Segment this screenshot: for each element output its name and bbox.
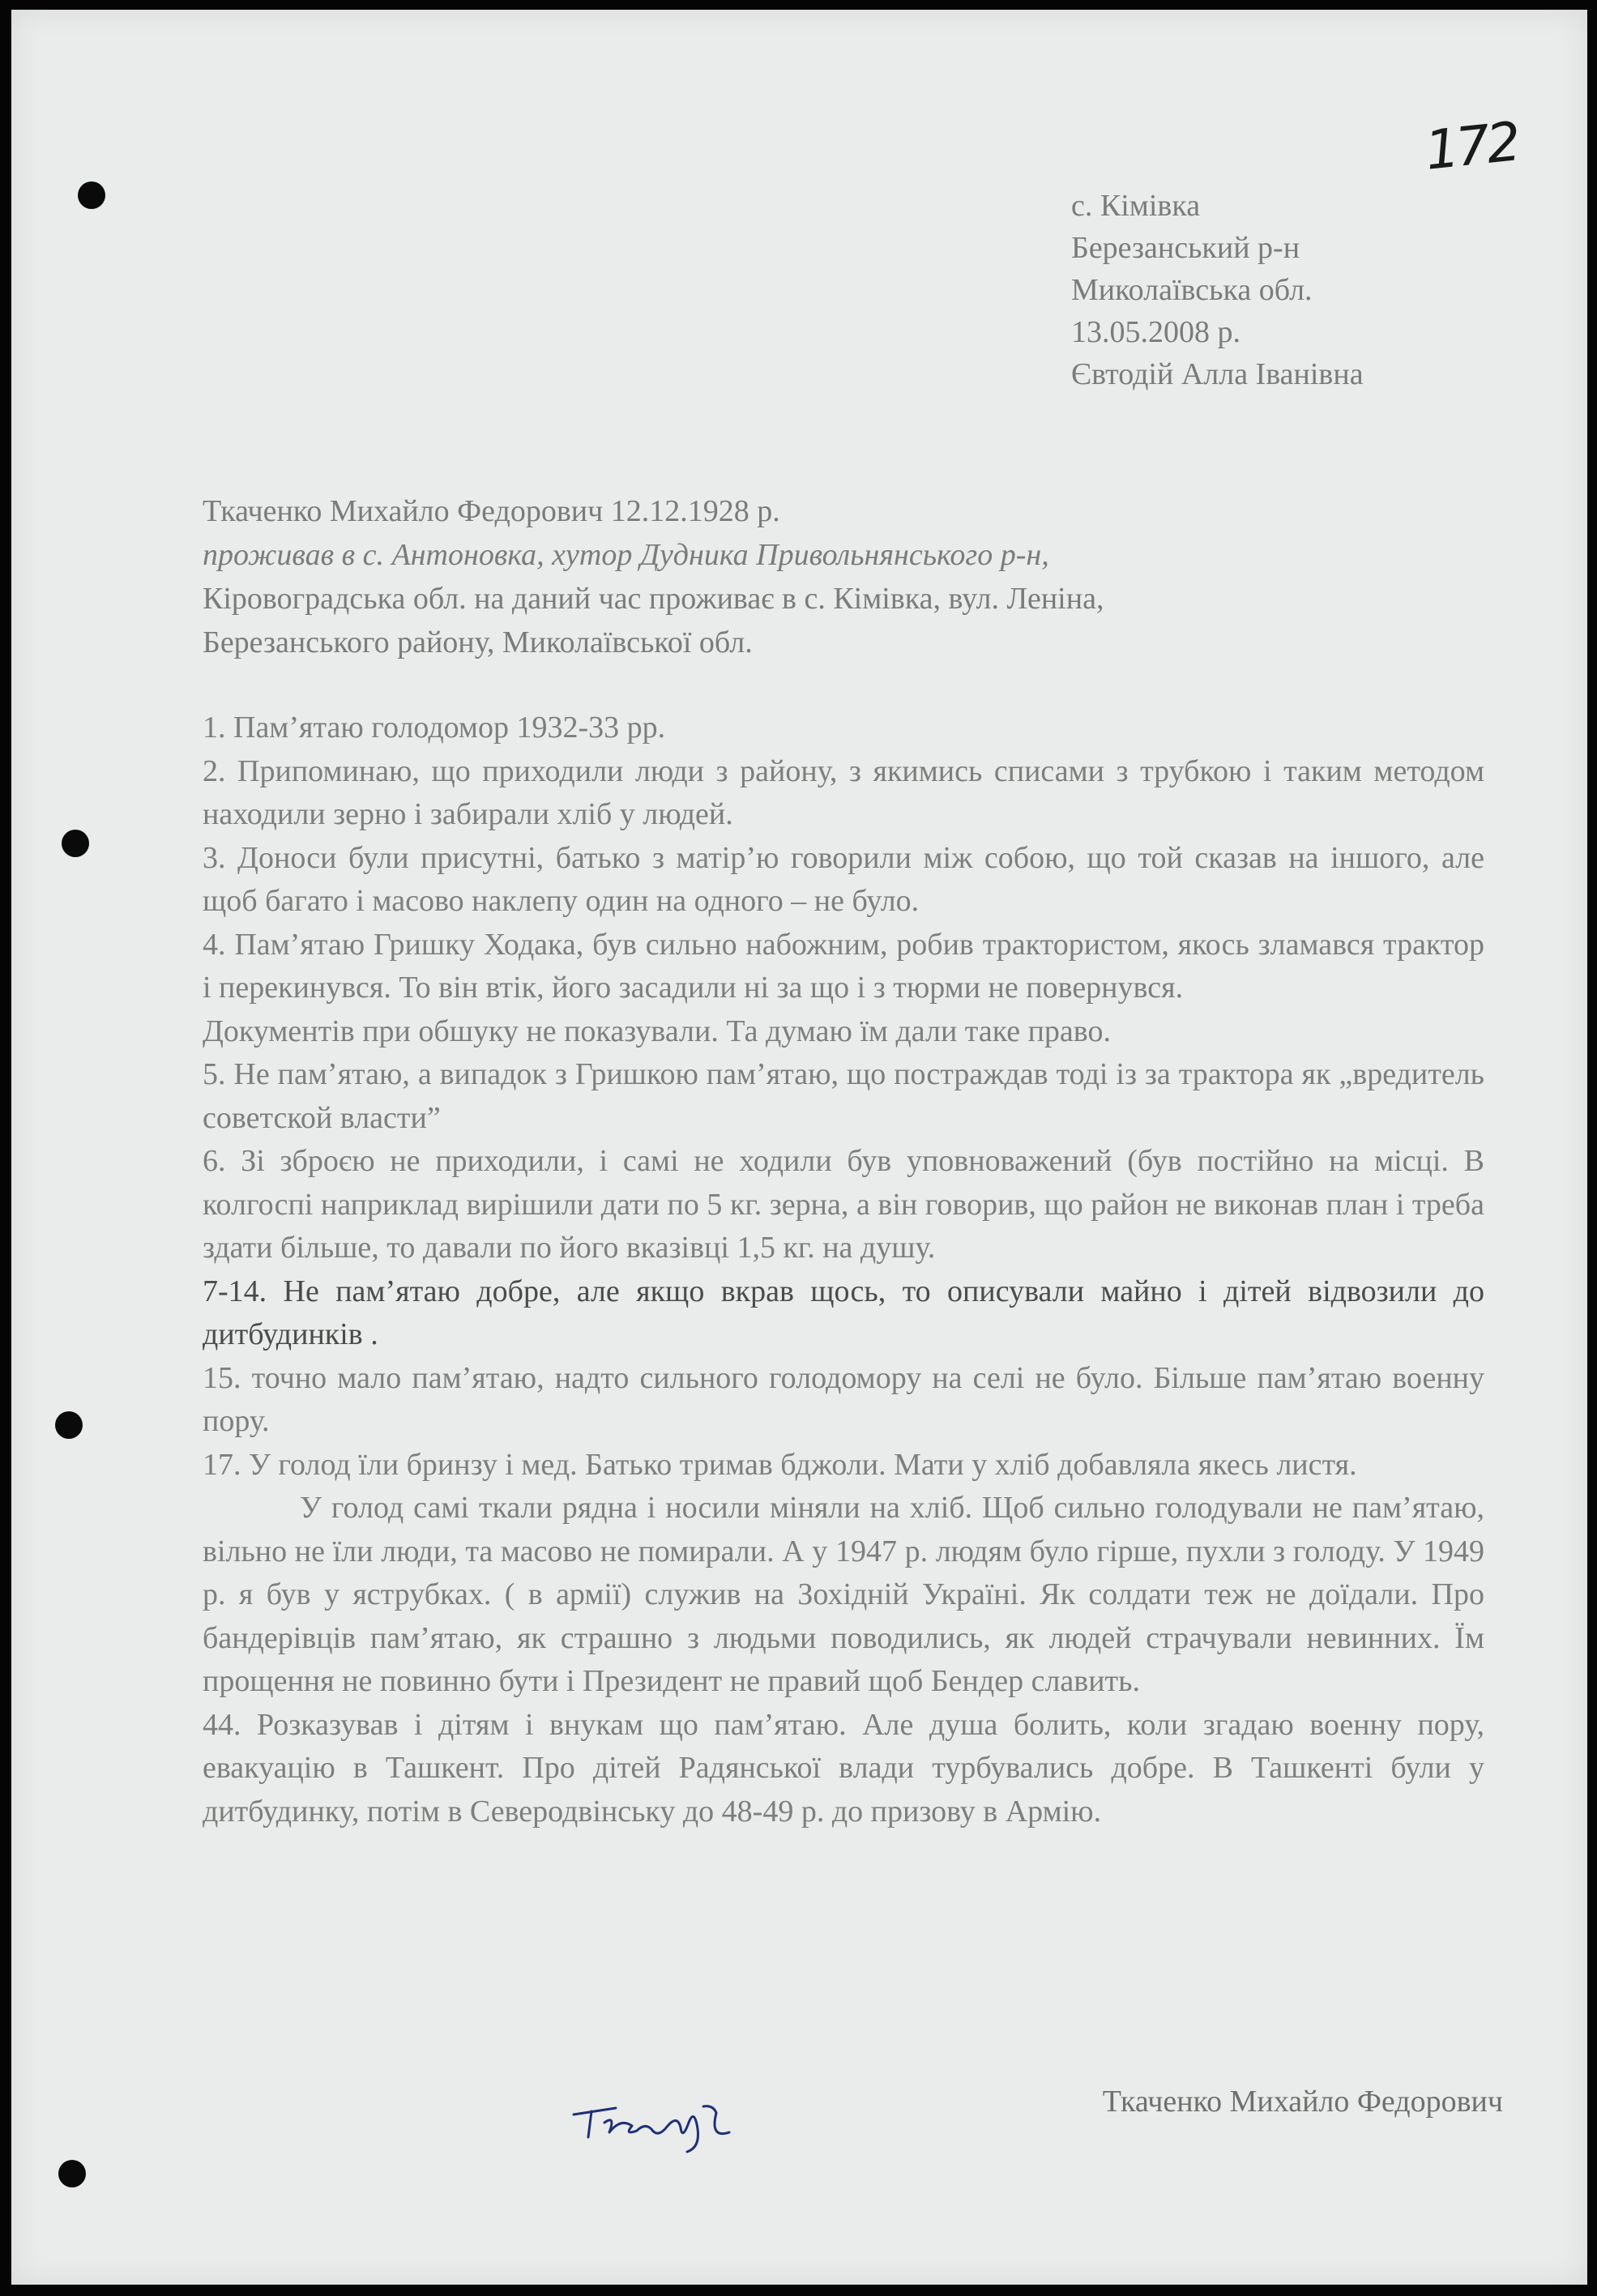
answer-paragraph: 15. точно мало пам’ятаю, надто сильного голодомору на селі не було. Більше пам’ятаю военну пору.: [203, 1360, 1484, 1438]
answer-paragraph: 6. Зі зброєю не приходили, і самі не ходили був уповноважений (був постійно на місці. В колгоспі наприклад вирішили дати по 5 кг. зерна, а він говорив, що район не виконав план і треба здати більше, то давали по його вказівці 1,5 кг. на душу.: [203, 1144, 1484, 1265]
answer-paragraph: 1. Пам’ятаю голодомор 1932-33 рр.: [203, 711, 666, 745]
archive-page-number: 172: [1422, 110, 1521, 182]
answer-paragraph: 3. Доноси були присутні, батько з матір’ю говорили між собою, що той сказав на іншого, але щоб багато і масово наклепу один на одного – не було.: [203, 840, 1484, 918]
punch-hole: [78, 181, 105, 209]
address-line: 13.05.2008 р.: [1071, 315, 1240, 349]
intro-line: проживав в с. Антоновка, хутор Дудника Привольнянського р-н,: [203, 538, 1049, 572]
address-block: [1071, 185, 1364, 395]
intro-line: Березанського району, Миколаївської обл.: [203, 625, 753, 659]
address-line: Євтодій Алла Іванівна: [1071, 357, 1364, 391]
answer-paragraph: 2. Припоминаю, що приходили люди з району, з якимись списами з трубкою і таким методом находили зерно і забирали хліб у людей.: [203, 753, 1484, 831]
handwritten-signature: [567, 2090, 754, 2159]
intro-line: Ткаченко Михайло Федорович 12.12.1928 р.: [203, 494, 780, 528]
answer-paragraph: 17. У голод їли бринзу і мед. Батько тримав бджоли. Мати у хліб добавляла якесь листя.: [203, 1447, 1357, 1482]
answer-paragraph: 5. Не пам’ятаю, а випадок з Гришкою пам’ятаю, що постраждав тоді із за трактора як „вредитель советской власти”: [203, 1057, 1484, 1135]
respondent-info: [203, 489, 1337, 664]
answer-paragraph: 44. Розказував і дітям і внукам що пам’ятаю. Але душа болить, коли згадаю военну пору, евакуацію в Ташкент. Про дітей Радянської влади турбувались добре. В Ташкенті були у дитбудинку, потім в Северодвінську до 48-49 р. до призову в Армію.: [203, 1707, 1484, 1829]
punch-hole: [55, 1411, 83, 1439]
answer-paragraph: 7-14. Не пам’ятаю добре, але якщо вкрав щось, то описували майно і дітей відвозили до дитбудинків .: [203, 1274, 1484, 1351]
answer-paragraph: У голод самі ткали рядна і носили міняли на хліб. Щоб сильно голодували не пам’ятаю, вільно не їли люди, та масово не помирали. А у 1947 р. людям було гірше, пухли з голоду. У 1949 р. я був у яструбках. ( в армії) служив на Зохідній Україні. Як солдати теж не доїдали. Про бандерівців пам’ятаю, як страшно з людьми поводились, як людей страчували невинних. Їм прощення не повинно бути і Президент не правий щоб Бендер славить.: [203, 1491, 1484, 1698]
punch-hole: [62, 830, 89, 857]
address-line: Миколаївська обл.: [1071, 273, 1313, 307]
answer-paragraph: 4. Пам’ятаю Гришку Ходака, був сильно набожним, робив трактористом, якось зламався трактор і перекинувся. То він втік, його засадили ні за що і з тюрми не повернувся.: [203, 927, 1484, 1005]
address-line: с. Кімівка: [1071, 189, 1201, 223]
answer-paragraph: Документів при обшуку не показували. Та думаю їм дали таке право.: [203, 1014, 1111, 1048]
testimony-body: [203, 706, 1484, 1833]
address-line: Березанський р-н: [1071, 231, 1300, 265]
punch-hole: [58, 2160, 86, 2187]
signature-name: Ткаченко Михайло Федорович: [1102, 2085, 1503, 2119]
intro-line: Кіровоградська обл. на даний час проживає в с. Кімівка, вул. Леніна,: [203, 582, 1104, 616]
